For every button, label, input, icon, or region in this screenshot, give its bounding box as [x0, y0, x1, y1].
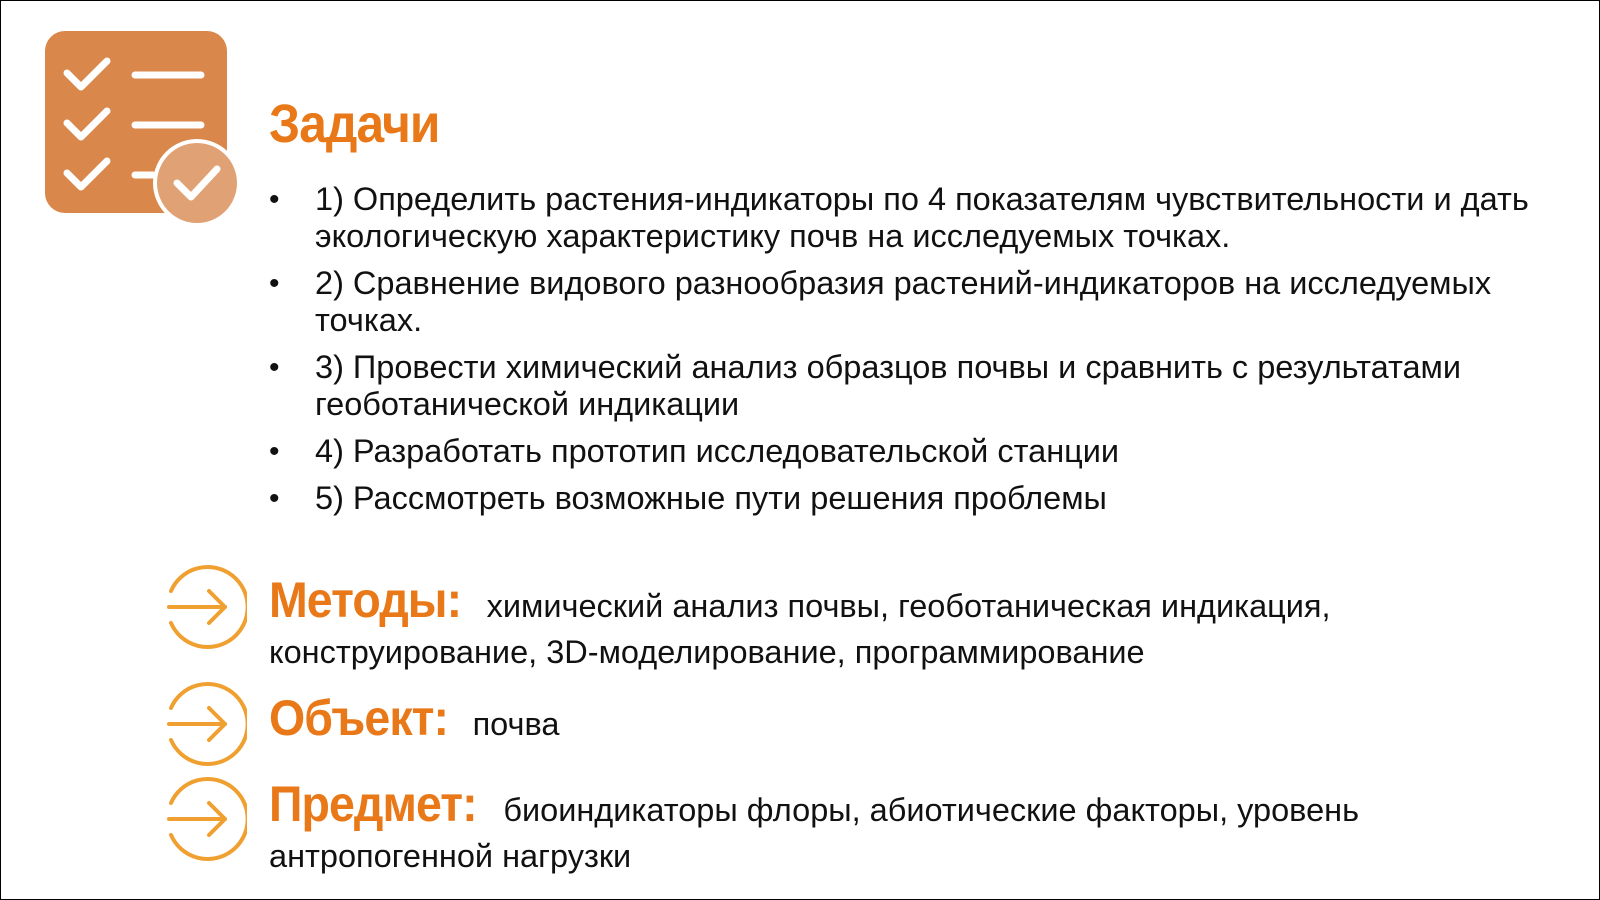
arrow-circle-icon [155, 678, 247, 770]
slide-title: Задачи [269, 94, 440, 154]
object-text: почва [472, 706, 560, 742]
object-section [269, 690, 1569, 747]
subject-label: Предмет: [269, 776, 477, 832]
methods-section [269, 572, 1569, 675]
list-item: • 4) Разработать прототип исследовательской станции [269, 433, 1569, 470]
arrow-circle-icon [155, 773, 247, 865]
checklist-icon [45, 31, 245, 231]
subject-section [269, 776, 1569, 879]
list-item: • 2) Сравнение видового разнообразия растений-индикаторов на исследуемых точках. [269, 265, 1569, 339]
object-label: Объект: [269, 690, 449, 746]
task-list [269, 181, 1569, 527]
list-item: • 5) Рассмотреть возможные пути решения проблемы [269, 480, 1569, 517]
list-item: • 1) Определить растения-индикаторы по 4 показателям чувствительности и дать экологическую характеристику почв на исследуемых точках. [269, 181, 1569, 255]
arrow-circle-icon [155, 561, 247, 653]
subject-text: биоиндикаторы флоры, абиотические факторы, уровень антропогенной нагрузки [269, 792, 1360, 874]
methods-text: химический анализ почвы, геоботаническая индикация, конструирование, 3D-моделирование, программирование [269, 588, 1331, 670]
list-item: • 3) Провести химический анализ образцов почвы и сравнить с результатами геоботанической индикации [269, 349, 1569, 423]
methods-label: Методы: [269, 572, 462, 628]
